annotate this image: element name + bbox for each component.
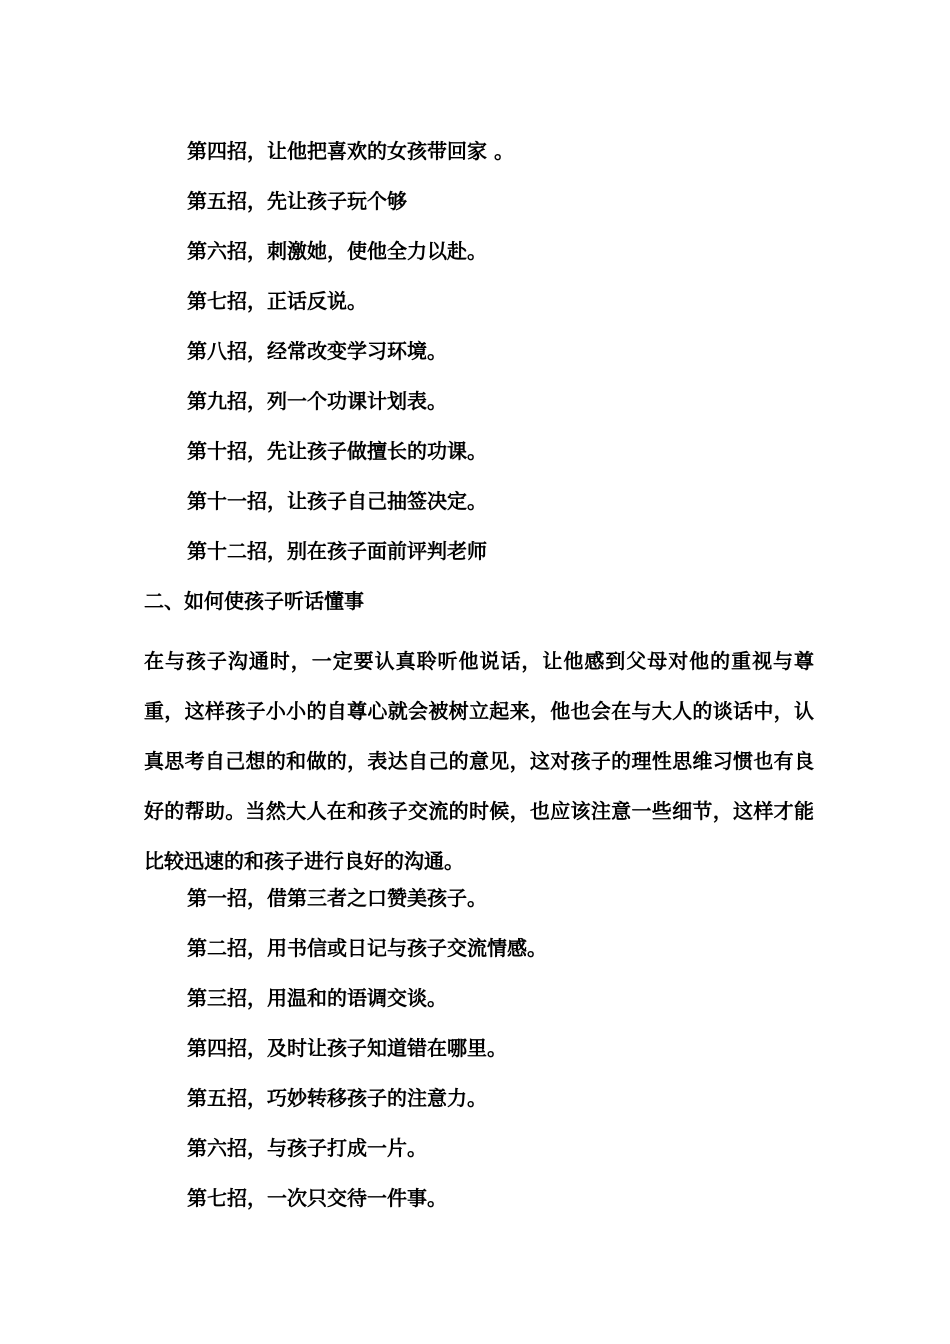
list-item: 第八招，经常改变学习环境。 [187,339,447,363]
list-item: 第五招，先让孩子玩个够 [187,189,407,213]
body-paragraph: 在与孩子沟通时，一定要认真聆听他说话，让他感到父母对他的重视与尊重，这样孩子小小的自尊心就会被树立起来，他也会在与大人的谈话中，认真思考自己想的和做的，表达自己的意见，这对孩子的理性思维习惯也有良好的帮助。当然大人在和孩子交流的时候，也应该注意一些细节，这样才能比较迅速的和孩子进行良好的沟通。 [144,649,814,873]
list-item: 第五招，巧妙转移孩子的注意力。 [187,1086,487,1110]
section-heading: 二、如何使孩子听话懂事 [144,589,364,613]
list-item: 第六招，与孩子打成一片。 [187,1136,427,1160]
list-item: 第十招，先让孩子做擅长的功课。 [187,439,487,463]
list-item: 第一招，借第三者之口赞美孩子。 [187,886,487,910]
list-item: 第四招，及时让孩子知道错在哪里。 [187,1036,507,1060]
list-item: 第十一招，让孩子自己抽签决定。 [187,489,487,513]
list-item: 第七招，正话反说。 [187,289,367,313]
list-item: 第九招，列一个功课计划表。 [187,389,447,413]
list-item: 第二招，用书信或日记与孩子交流情感。 [187,936,547,960]
list-item: 第三招，用温和的语调交谈。 [187,986,447,1010]
list-item: 第六招，刺激她，使他全力以赴。 [187,239,487,263]
list-item: 第七招，一次只交待一件事。 [187,1186,447,1210]
list-item: 第十二招，别在孩子面前评判老师 [187,539,487,563]
list-item: 第四招，让他把喜欢的女孩带回家 。 [187,139,514,163]
